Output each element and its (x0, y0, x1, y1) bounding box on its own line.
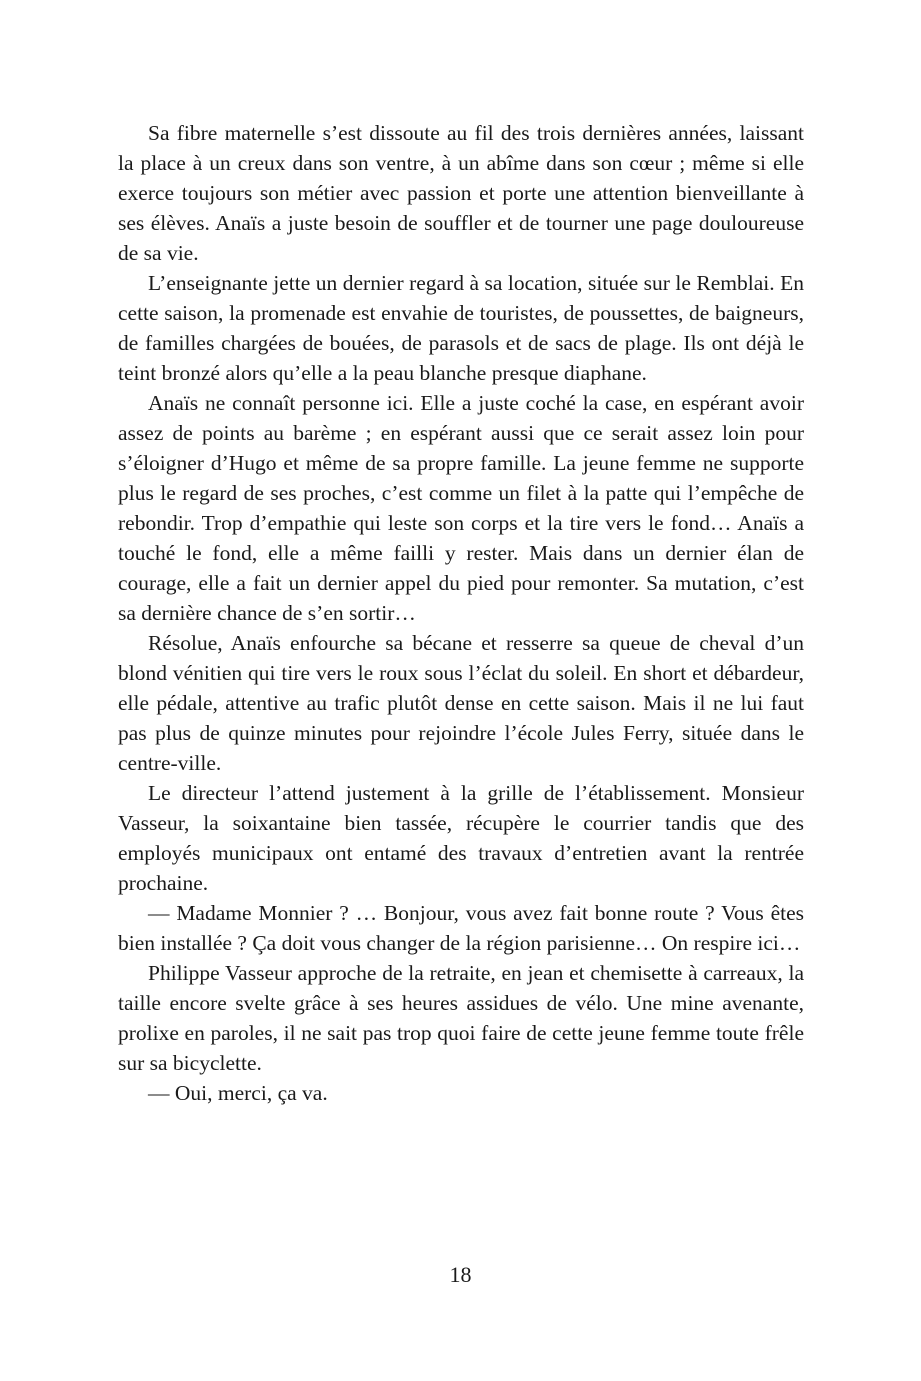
dialogue-paragraph: — Madame Monnier ? … Bonjour, vous avez fait bonne route ? Vous êtes bien installée ? Ça doit vous changer de la région parisienne… On respire ici… (118, 901, 804, 955)
body-text (118, 118, 804, 1108)
paragraph: Philippe Vasseur approche de la retraite, en jean et chemisette à carreaux, la taille encore svelte grâce à ses heures assidues de vélo. Une mine avenante, prolixe en paroles, il ne sait pas trop quoi faire de cette jeune femme toute frêle sur sa bicyclette. (118, 961, 804, 1075)
dialogue-paragraph: — Oui, merci, ça va. (148, 1081, 328, 1105)
paragraph: Le directeur l’attend justement à la grille de l’établissement. Monsieur Vasseur, la soixantaine bien tassée, récupère le courrier tandis que des employés municipaux ont entamé des travaux d’entretien avant la rentrée prochaine. (118, 781, 804, 895)
paragraph: Sa fibre maternelle s’est dissoute au fil des trois dernières années, laissant la place à un creux dans son ventre, à un abîme dans son cœur ; même si elle exerce toujours son métier avec passion et porte une attention bienveillante à ses élèves. Anaïs a juste besoin de souffler et de tourner une page douloureuse de sa vie. (118, 121, 804, 265)
paragraph: L’enseignante jette un dernier regard à sa location, située sur le Remblai. En cette saison, la promenade est envahie de touristes, de poussettes, de baigneurs, de familles chargées de bouées, de parasols et de sacs de plage. Ils ont déjà le teint bronzé alors qu’elle a la peau blanche presque diaphane. (118, 271, 804, 385)
paragraph: Anaïs ne connaît personne ici. Elle a juste coché la case, en espérant avoir assez de points au barème ; en espérant aussi que ce serait assez loin pour s’éloigner d’Hugo et même de sa propre famille. La jeune femme ne supporte plus le regard de ses proches, c’est comme un filet à la patte qui l’empêche de rebondir. Trop d’empathie qui leste son corps et la tire vers le fond… Anaïs a touché le fond, elle a même failli y rester. Mais dans un dernier élan de courage, elle a fait un dernier appel du pied pour remonter. Sa mutation, c’est sa dernière chance de s’en sortir… (118, 391, 804, 625)
page-number: 18 (449, 1262, 472, 1287)
paragraph: Résolue, Anaïs enfourche sa bécane et resserre sa queue de cheval d’un blond vénitien qui tire vers le roux sous l’éclat du soleil. En short et débardeur, elle pédale, attentive au trafic plutôt dense en cette saison. Mais il ne lui faut pas plus de quinze minutes pour rejoindre l’école Jules Ferry, située dans le centre-ville. (118, 631, 804, 775)
